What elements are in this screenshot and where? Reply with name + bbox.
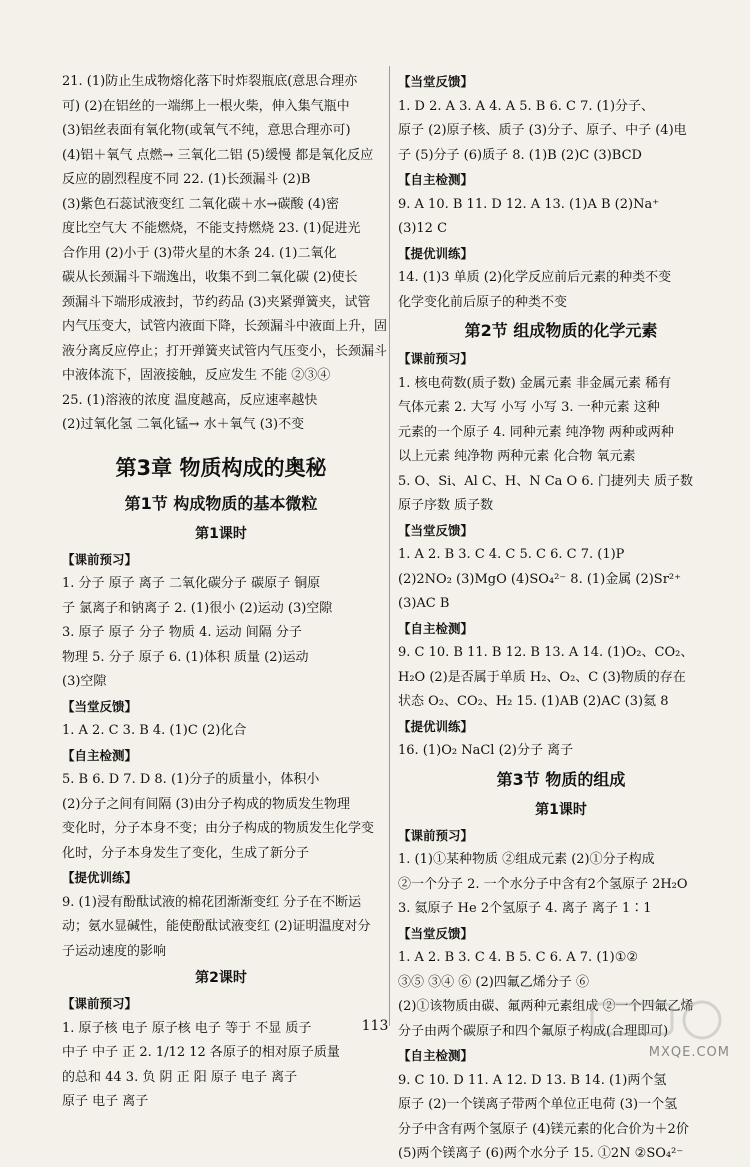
tag-feedback-r3: 【当堂反馈】: [398, 925, 474, 941]
section-title-2: 第2节 组成物质的化学元素: [464, 321, 658, 340]
left-block-a: [62, 70, 388, 438]
tag-improve-r1: 【提优训练】: [398, 245, 474, 261]
answer-line: 度比空气大 不能燃烧，不能支持燃烧 23. (1)促进光: [62, 221, 361, 236]
answer-line: (2)分子之间有间隔 (3)由分子构成的物质发生物理: [62, 796, 350, 812]
answer-line: 反应的剧烈程度不同 22. (1)长颈漏斗 (2)B: [62, 172, 311, 187]
tag-improve: 【提优训练】: [62, 870, 138, 885]
tag-self-r1: 【自主检测】: [398, 172, 474, 187]
tag-improve-r2: 【提优训练】: [398, 718, 474, 734]
answer-line: (3)紫色石蕊试液变红 二氧化碳＋水→碳酸 (4)密: [62, 196, 339, 212]
tag-preview-r3: 【课前预习】: [398, 827, 474, 843]
answer-line: 原子 电子 离子: [62, 1094, 149, 1109]
right-block-j: [398, 1069, 724, 1167]
answer-line: 21. (1)防止生成物熔化落下时炸裂瓶底(意思合理亦: [62, 74, 358, 89]
watermark-text: MXQE.COM: [648, 1045, 730, 1060]
left-block-e: [62, 891, 380, 965]
right-block-c: [398, 266, 724, 315]
answer-line: 1. 核电荷数(质子数) 金属元素 非金属元素 稀有: [398, 375, 672, 391]
answer-line: 气体元素 2. 大写 小写 小写 3. 一种元素 这种: [398, 400, 660, 415]
answer-line: 9. C 10. D 11. A 12. D 13. B 14. (1)两个氢: [398, 1072, 667, 1088]
answer-line: 子 氯离子和钠离子 2. (1)很小 (2)运动 (3)空隙: [62, 600, 333, 616]
right-block-e: [398, 543, 724, 617]
answer-line: 以上元素 纯净物 两种元素 化合物 氧元素: [398, 449, 636, 464]
right-block-g: [398, 739, 724, 764]
answer-line: 化时，分子本身发生了变化，生成了新分子: [62, 845, 310, 861]
answer-line: 化学变化前后原子的种类不变: [398, 294, 568, 310]
answer-line: 14. (1)3 单质 (2)化学反应前后元素的种类不变: [398, 270, 672, 285]
column-divider: [389, 66, 390, 1026]
section-title-1: 第1节 构成物质的基本微粒: [124, 493, 318, 513]
left-block-c: [62, 719, 380, 744]
answer-line: 1. 原子核 电子 原子核 电子 等于 不显 质子: [62, 1020, 312, 1036]
answer-line: 9. (1)浸有酚酞试液的棉花团渐渐变红 分子在不断运: [62, 894, 362, 910]
lesson-title-1: 第1课时: [195, 525, 247, 542]
answer-line: 颈漏斗下端形成液封，节约药品 (3)夹紧弹簧夹，试管: [62, 294, 371, 310]
page-number: 113: [361, 1018, 389, 1034]
answer-line: 动；氨水显碱性，能使酚酞试液变红 (2)证明温度对分: [62, 919, 371, 934]
lesson-title-2: 第2课时: [195, 970, 247, 986]
right-block-a: [398, 95, 724, 169]
answer-line: 1. A 2. B 3. C 4. C 5. C 6. C 7. (1)P: [398, 547, 625, 562]
answer-line: 碳从长颈漏斗下端逸出，收集不到二氧化碳 (2)使长: [62, 270, 358, 285]
answer-line: 液分离反应停止；打开弹簧夹试管内气压变小，长颈漏斗: [62, 343, 388, 359]
right-block-h: [398, 848, 724, 922]
answer-line: 3. 原子 原子 分子 物质 4. 运动 间隔 分子: [62, 625, 302, 640]
left-column: [62, 70, 388, 1115]
answer-line: 原子 (2)原子核、质子 (3)分子、原子、中子 (4)电: [398, 123, 687, 138]
answer-line: 分子中含有两个氢原子 (4)镁元素的化合价为＋2价: [398, 1121, 689, 1137]
left-block-b: [62, 572, 380, 695]
answer-line: 合作用 (2)小于 (3)带火星的木条 24. (1)二氧化: [62, 245, 337, 261]
answer-line: 内气压变大，试管内液面下降，长颈漏斗中液面上升，固: [62, 319, 388, 334]
answer-line: 1. 分子 原子 离子 二氧化碳分子 碳原子 铜原: [62, 576, 321, 591]
answer-line: (5)两个镁离子 (6)两个水分子 15. ①2N ②SO₄²⁻: [398, 1146, 684, 1161]
tag-preview-2: 【课前预习】: [62, 996, 138, 1011]
answer-line: 物理 5. 分子 原子 6. (1)体积 质量 (2)运动: [62, 649, 309, 665]
answer-line: 元素的一个原子 4. 同种元素 纯净物 两种或两种: [398, 424, 674, 440]
answer-line: 16. (1)O₂ NaCl (2)分子 离子: [398, 743, 574, 758]
answer-line: 可) (2)在铝丝的一端绑上一根火柴，伸入集气瓶中: [62, 98, 350, 114]
answer-line: 变化时，分子本身不变；由分子构成的物质发生化学变: [62, 821, 375, 836]
answer-line: 状态 O₂、CO₂、H₂ 15. (1)AB (2)AC (3)氦 8: [398, 694, 669, 709]
answer-line: 子运动速度的影响: [62, 943, 167, 959]
tag-feedback: 【当堂反馈】: [62, 698, 138, 714]
answer-line: 分子由两个碳原子和四个氟原子构成(合理即可): [398, 1023, 669, 1039]
chapter-title: 第3章 物质构成的奥秘: [115, 455, 327, 480]
tag-feedback-r2: 【当堂反馈】: [398, 522, 474, 538]
answer-line: ②一个分子 2. 一个水分子中含有2个氢原子 2H₂O: [398, 876, 688, 892]
lesson-title-3: 第1课时: [535, 801, 587, 818]
answer-line: 的总和 44 3. 负 阴 正 阳 原子 电子 离子: [62, 1069, 298, 1085]
right-block-d: [398, 372, 724, 519]
answer-line: (3)空隙: [62, 674, 107, 689]
answer-line: (2)过氧化氢 二氧化锰→ 水＋氧气 (3)不变: [62, 417, 305, 432]
answer-line: 25. (1)溶液的浓度 温度越高，反应速率越快: [62, 392, 318, 408]
answer-line: 5. B 6. D 7. D 8. (1)分子的质量小，体积小: [62, 772, 320, 787]
answer-line: 9. C 10. B 11. B 12. B 13. A 14. (1)O₂、CO₂、: [398, 645, 694, 660]
answer-line: H₂O (2)是否属于单质 H₂、O₂、C (3)物质的存在: [398, 669, 686, 685]
answer-line: (2)①该物质由碳、氟两种元素组成 ②一个四氟乙烯: [398, 999, 694, 1014]
tag-preview-r2: 【课前预习】: [398, 351, 474, 366]
answer-line: 1. A 2. B 3. C 4. B 5. C 6. A 7. (1)①②: [398, 950, 639, 965]
tag-self-r3: 【自主检测】: [398, 1048, 474, 1063]
tag-self-r2: 【自主检测】: [398, 620, 474, 636]
answer-line: 9. A 10. B 11. D 12. A 13. (1)A B (2)Na⁺: [398, 196, 660, 212]
answer-line: (2)2NO₂ (3)MgO (4)SO₄²⁻ 8. (1)金属 (2)Sr²⁺: [398, 571, 681, 587]
answer-line: 子 (5)分子 (6)质子 8. (1)B (2)C (3)BCD: [398, 147, 642, 163]
answer-line: 中液体流下，固液接触，反应发生 不能 ②③④: [62, 368, 331, 383]
section-title-3: 第3节 物质的组成: [496, 769, 626, 789]
right-block-f: [398, 641, 724, 715]
left-block-d: [62, 768, 380, 866]
tag-self-check: 【自主检测】: [62, 747, 138, 763]
answer-line: (3)12 C: [398, 221, 448, 236]
answer-line: 5. O、Si、Al C、H、N Ca O 6. 门捷列夫 质子数: [398, 473, 694, 489]
answer-line: (3)铝丝表面有氧化物(或氧气不纯，意思合理亦可): [62, 123, 351, 138]
answer-line: 1. D 2. A 3. A 4. A 5. B 6. C 7. (1)分子、: [398, 98, 655, 114]
answer-line: (3)AC B: [398, 596, 450, 611]
answer-line: ③⑤ ③④ ⑥ (2)四氟乙烯分子 ⑥: [398, 974, 589, 990]
tag-feedback-r1: 【当堂反馈】: [398, 74, 474, 89]
answer-line: 1. A 2. C 3. B 4. (1)C (2)化合: [62, 723, 247, 738]
answer-line: 1. (1)①某种物质 ②组成元素 (2)①分子构成: [398, 852, 655, 867]
answer-line: 3. 氦原子 He 2个氢原子 4. 离子 离子 1∶1: [398, 901, 652, 916]
tag-preview: 【课前预习】: [62, 551, 138, 567]
answer-line: (4)铝＋氧气 点燃→ 三氧化二铝 (5)缓慢 都是氧化反应: [62, 147, 374, 163]
right-block-b: [398, 193, 724, 242]
answer-line: 中子 中子 正 2. 1/12 12 各原子的相对原子质量: [62, 1045, 340, 1060]
answer-line: 原子 (2)一个镁离子带两个单位正电荷 (3)一个氢: [398, 1097, 678, 1112]
answer-line: 原子序数 质子数: [398, 498, 494, 513]
